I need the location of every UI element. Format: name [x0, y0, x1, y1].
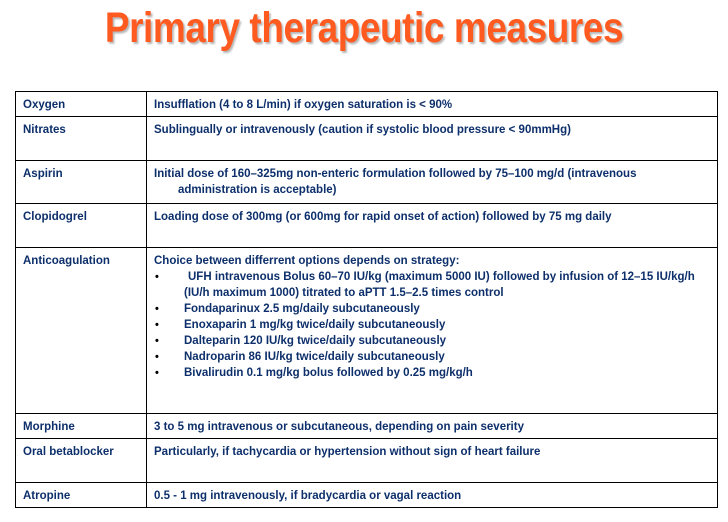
option-line: Dalteparin 120 IU/kg twice/daily subcutaneously — [184, 335, 447, 347]
measure-line: administration is acceptable) — [178, 184, 337, 196]
option-line: (IU/h maximum 1000) titrated to aPTT 1.5–2.5 times control — [184, 287, 504, 299]
table-row — [16, 414, 718, 439]
measure-cell: Sublingually or intravenously (caution if systolic blood pressure < 90mmHg) — [147, 117, 718, 161]
bullet: • — [155, 335, 159, 347]
measure-cell — [147, 161, 718, 204]
drug-cell: Nitrates — [16, 117, 147, 161]
option-line: Nadroparin 86 IU/kg twice/daily subcutaneously — [184, 351, 445, 363]
measure-cell: 0.5 - 1 mg intravenously, if bradycardia or vagal reaction — [147, 483, 718, 508]
measure-cell: Particularly, if tachycardia or hypertension without sign of heart failure — [147, 439, 718, 483]
list-item — [154, 333, 711, 349]
drug-cell: Oxygen — [16, 92, 147, 117]
bullet: • — [155, 319, 159, 331]
list-item — [154, 349, 711, 365]
bullet: • — [155, 351, 159, 363]
page-title: Primary therapeutic measures — [104, 4, 624, 52]
table-row — [16, 92, 718, 117]
measure-cell: Loading dose of 300mg (or 600mg for rapid onset of action) followed by 75 mg daily — [147, 204, 718, 248]
option-line: Bivalirudin 0.1 mg/kg bolus followed by 0.25 mg/kg/h — [184, 367, 473, 379]
list-item — [154, 317, 711, 333]
measure-cell: Insufflation (4 to 8 L/min) if oxygen saturation is < 90% — [147, 92, 718, 117]
measure-line: Initial dose of 160–325mg non-enteric formulation followed by 75–100 mg/d (intravenous — [154, 168, 637, 180]
option-line: Fondaparinux 2.5 mg/daily subcutaneously — [184, 303, 420, 315]
table-row — [16, 483, 718, 508]
option-line: Enoxaparin 1 mg/kg twice/daily subcutaneously — [184, 319, 446, 331]
measure-intro: Choice between differrent options depends on strategy: — [154, 255, 460, 267]
measure-cell: 3 to 5 mg intravenous or subcutaneous, depending on pain severity — [147, 414, 718, 439]
drug-cell: Clopidogrel — [16, 204, 147, 248]
table-row — [16, 204, 718, 248]
drug-cell: Morphine — [16, 414, 147, 439]
table-row — [16, 439, 718, 483]
drug-cell: Anticoagulation — [16, 248, 147, 414]
bullet: • — [155, 367, 159, 379]
table-row — [16, 161, 718, 204]
drug-cell: Atropine — [16, 483, 147, 508]
bullet: • — [155, 303, 159, 315]
option-list — [154, 269, 711, 381]
therapy-table — [15, 91, 718, 508]
list-item — [154, 365, 711, 381]
measure-cell — [147, 248, 718, 414]
drug-cell: Aspirin — [16, 161, 147, 204]
table-row — [16, 117, 718, 161]
list-item — [154, 301, 711, 317]
bullet: • — [155, 271, 159, 283]
table-row — [16, 248, 718, 414]
list-item — [154, 269, 711, 301]
drug-cell: Oral betablocker — [16, 439, 147, 483]
option-line: UFH intravenous Bolus 60–70 IU/kg (maximum 5000 IU) followed by infusion of 12–15 IU/kg/h — [188, 271, 695, 283]
